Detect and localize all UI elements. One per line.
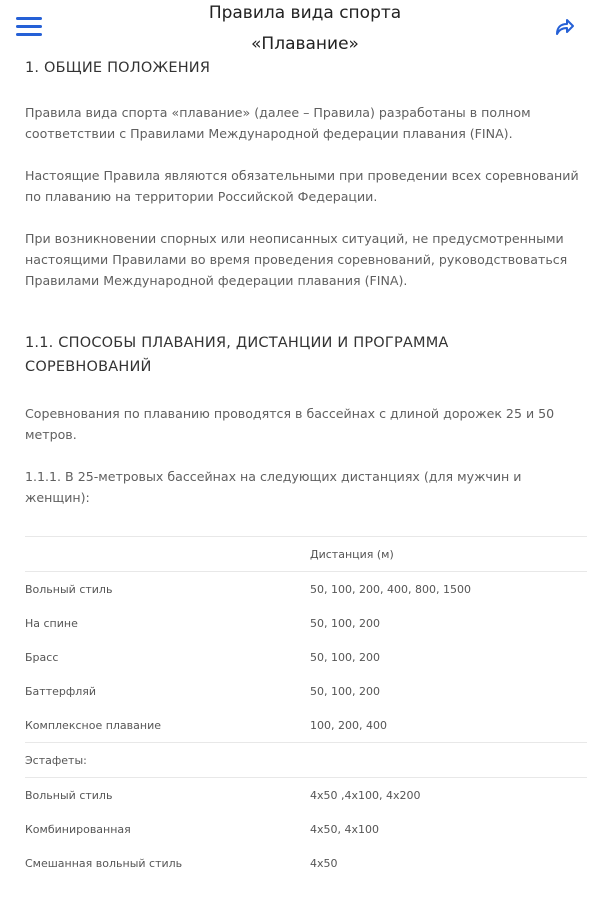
distance-cell: 50, 100, 200	[310, 651, 380, 664]
distance-cell: 4x50	[310, 857, 338, 870]
table-row	[25, 606, 585, 640]
table-row	[25, 778, 585, 812]
relay-label: Эстафеты:	[25, 754, 87, 767]
distance-cell: 50, 100, 200	[310, 685, 380, 698]
relay-section-row	[25, 743, 585, 777]
paragraph-line: Соревнования по плаванию проводятся в бассейнах с длиной дорожек 25 и 50	[25, 406, 555, 421]
paragraph-line: При возникновении спорных или неописанных ситуаций, не предусмотренными	[25, 231, 564, 246]
paragraph-line: соответствии с Правилами Международной федерации плавания (FINA).	[25, 126, 513, 141]
style-cell: Баттерфляй	[25, 685, 97, 698]
distance-cell: 4x50, 4x100	[310, 823, 380, 836]
section-heading-swim-styles	[25, 331, 585, 379]
paragraph-line: Настоящие Правила являются обязательными при проведении всех соревнований	[25, 168, 579, 183]
table-header-row	[25, 537, 585, 571]
table-row	[25, 640, 585, 674]
paragraph-line: настоящими Правилами во время проведения соревнований, руководствоваться	[25, 252, 568, 267]
page-title-line1: Правила вида спорта	[208, 3, 402, 23]
distances-table	[25, 536, 585, 880]
paragraph-line: Правилами Международной федерации плавания (FINA).	[25, 273, 408, 288]
table-row	[25, 674, 585, 708]
distance-cell: 50, 100, 200	[310, 617, 380, 630]
paragraph-line: 1.1.1. В 25-метровых бассейнах на следующих дистанциях (для мужчин и	[25, 469, 522, 484]
style-cell: Смешанная вольный стиль	[25, 857, 183, 870]
table-row	[25, 812, 585, 846]
table-row	[25, 572, 585, 606]
page-title-line2: «Плавание»	[251, 34, 359, 54]
style-cell: Вольный стиль	[25, 789, 113, 802]
style-cell: На спине	[25, 617, 78, 630]
paragraph-line: метров.	[25, 427, 77, 442]
distance-cell: 100, 200, 400	[310, 719, 387, 732]
paragraph-line: Правила вида спорта «плавание» (далее – Правила) разработаны в полном	[25, 105, 531, 120]
app-header	[0, 0, 610, 60]
heading-line: 1.1. СПОСОБЫ ПЛАВАНИЯ, ДИСТАНЦИИ И ПРОГРАММА	[25, 335, 449, 351]
table-row	[25, 708, 585, 742]
column-header-distance: Дистанция (м)	[310, 548, 394, 561]
style-cell: Вольный стиль	[25, 583, 113, 596]
share-arrow-icon[interactable]	[552, 15, 578, 39]
style-cell: Комплексное плавание	[25, 719, 162, 732]
table-row	[25, 846, 585, 880]
paragraph-line: женщин):	[25, 490, 90, 505]
section-heading-general: 1. ОБЩИЕ ПОЛОЖЕНИЯ	[25, 60, 211, 76]
distance-cell: 50, 100, 200, 400, 800, 1500	[310, 583, 471, 596]
style-cell: Комбинированная	[25, 823, 131, 836]
paragraph-line: по плаванию на территории Российской Федерации.	[25, 189, 378, 204]
heading-line: СОРЕВНОВАНИЙ	[25, 359, 152, 375]
distance-cell: 4x50 ,4x100, 4x200	[310, 789, 421, 802]
article-content	[25, 58, 585, 880]
style-cell: Брасс	[25, 651, 59, 664]
hamburger-menu-icon[interactable]	[16, 15, 42, 37]
